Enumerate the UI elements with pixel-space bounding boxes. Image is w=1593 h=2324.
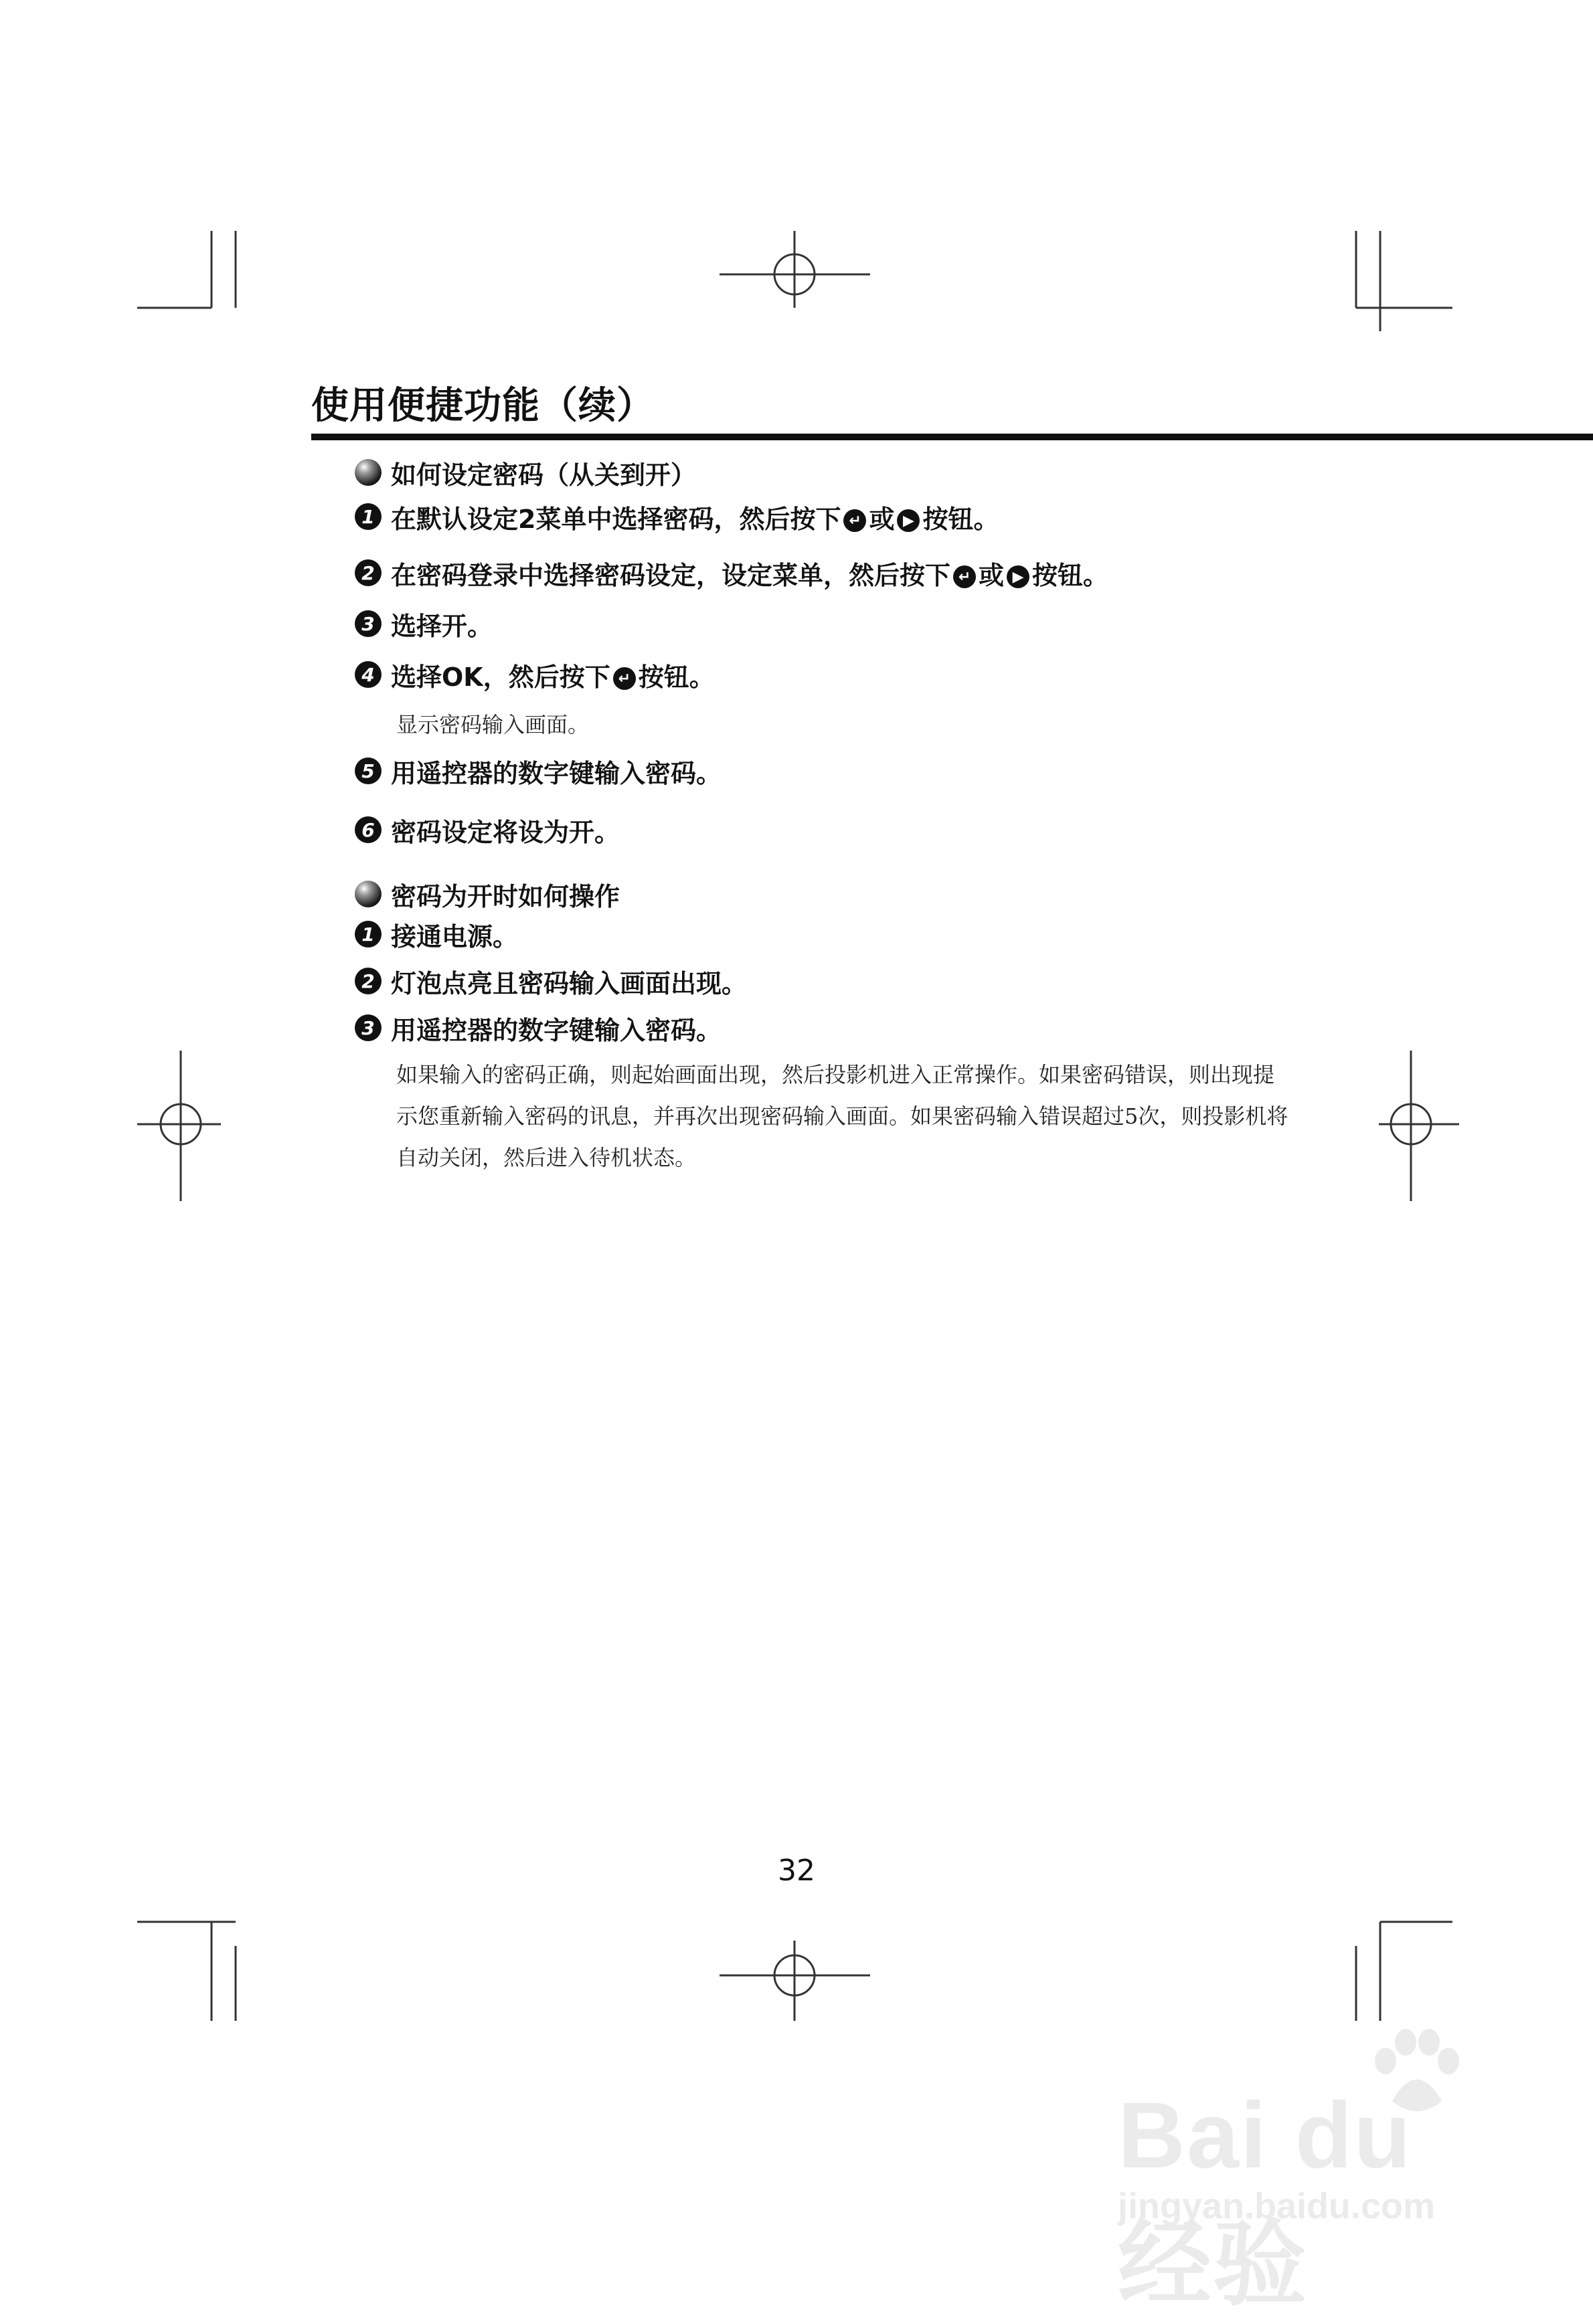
watermark-brand: Bai du 经验 bbox=[1118, 2082, 1412, 2317]
step-number-1-icon: 1 bbox=[355, 503, 382, 530]
bullet-icon bbox=[355, 881, 382, 907]
step-4-note: 显示密码输入画面。 bbox=[396, 712, 590, 737]
section2-heading-row bbox=[355, 874, 620, 914]
section2-heading: 密码为开时如何操作 bbox=[391, 881, 620, 911]
step-number-3-icon: 3 bbox=[355, 610, 382, 637]
step-text: 选择开。 bbox=[391, 611, 493, 641]
section1-step-3 bbox=[355, 604, 493, 644]
step-number-3-icon: 3 bbox=[355, 1014, 382, 1041]
section1-step-1 bbox=[355, 497, 999, 537]
step-text: 密码设定将设为开。 bbox=[391, 817, 620, 847]
step-number-2-icon: 2 bbox=[355, 559, 382, 586]
page-number: 32 bbox=[778, 1854, 815, 1888]
title-rule bbox=[311, 434, 1593, 440]
right-arrow-button-icon: ▶ bbox=[1007, 565, 1029, 588]
section2-paragraph: 如果输入的密码正确，则起始画面出现，然后投影机进入正常操作。如果密码错误，则出现提示您重新输入密码的讯息，并再次出现密码输入画面。如果密码输入错误超过5次，则投影机将自动关闭，然后进入待机状态。 bbox=[396, 1062, 1288, 1170]
step-number-6-icon: 6 bbox=[355, 816, 382, 843]
section2-step-1 bbox=[355, 914, 518, 954]
section1-heading-row bbox=[355, 452, 696, 493]
section1-step-4 bbox=[355, 654, 715, 695]
step-text: 在默认设定2菜单中选择密码，然后按下 ↵ 或 ▶ 按钮。 bbox=[391, 504, 999, 534]
step-text: 在密码登录中选择密码设定，设定菜单，然后按下 ↵ 或 ▶ 按钮。 bbox=[391, 560, 1109, 590]
bullet-icon bbox=[355, 459, 382, 486]
page-title: 使用便捷功能（续） bbox=[311, 384, 655, 428]
section1-step-6 bbox=[355, 810, 620, 850]
enter-button-icon: ↵ bbox=[843, 509, 866, 532]
section2-step-2 bbox=[355, 961, 747, 1001]
step-text: 用遥控器的数字键输入密码。 bbox=[391, 1015, 722, 1045]
step-number-2-icon: 2 bbox=[355, 968, 382, 994]
step-number-4-icon: 4 bbox=[355, 661, 382, 688]
step-text: 灯泡点亮且密码输入画面出现。 bbox=[391, 968, 748, 998]
step-text: 接通电源。 bbox=[391, 921, 519, 952]
enter-button-icon: ↵ bbox=[613, 667, 636, 690]
enter-button-icon: ↵ bbox=[953, 565, 976, 588]
watermark-url: jingyan.baidu.com bbox=[1118, 2186, 1436, 2226]
section1-step-2 bbox=[355, 553, 1108, 593]
watermark bbox=[1118, 2014, 1493, 2317]
step-number-5-icon: 5 bbox=[355, 757, 382, 784]
right-arrow-button-icon: ▶ bbox=[897, 509, 920, 532]
step-number-1-icon: 1 bbox=[355, 921, 382, 948]
section1-step-5 bbox=[355, 751, 722, 791]
step-text: 选择OK，然后按下 ↵ 按钮。 bbox=[391, 662, 715, 692]
step-text: 用遥控器的数字键输入密码。 bbox=[391, 758, 722, 788]
section1-heading: 如何设定密码（从关到开） bbox=[391, 460, 697, 490]
section2-step-3 bbox=[355, 1008, 722, 1048]
